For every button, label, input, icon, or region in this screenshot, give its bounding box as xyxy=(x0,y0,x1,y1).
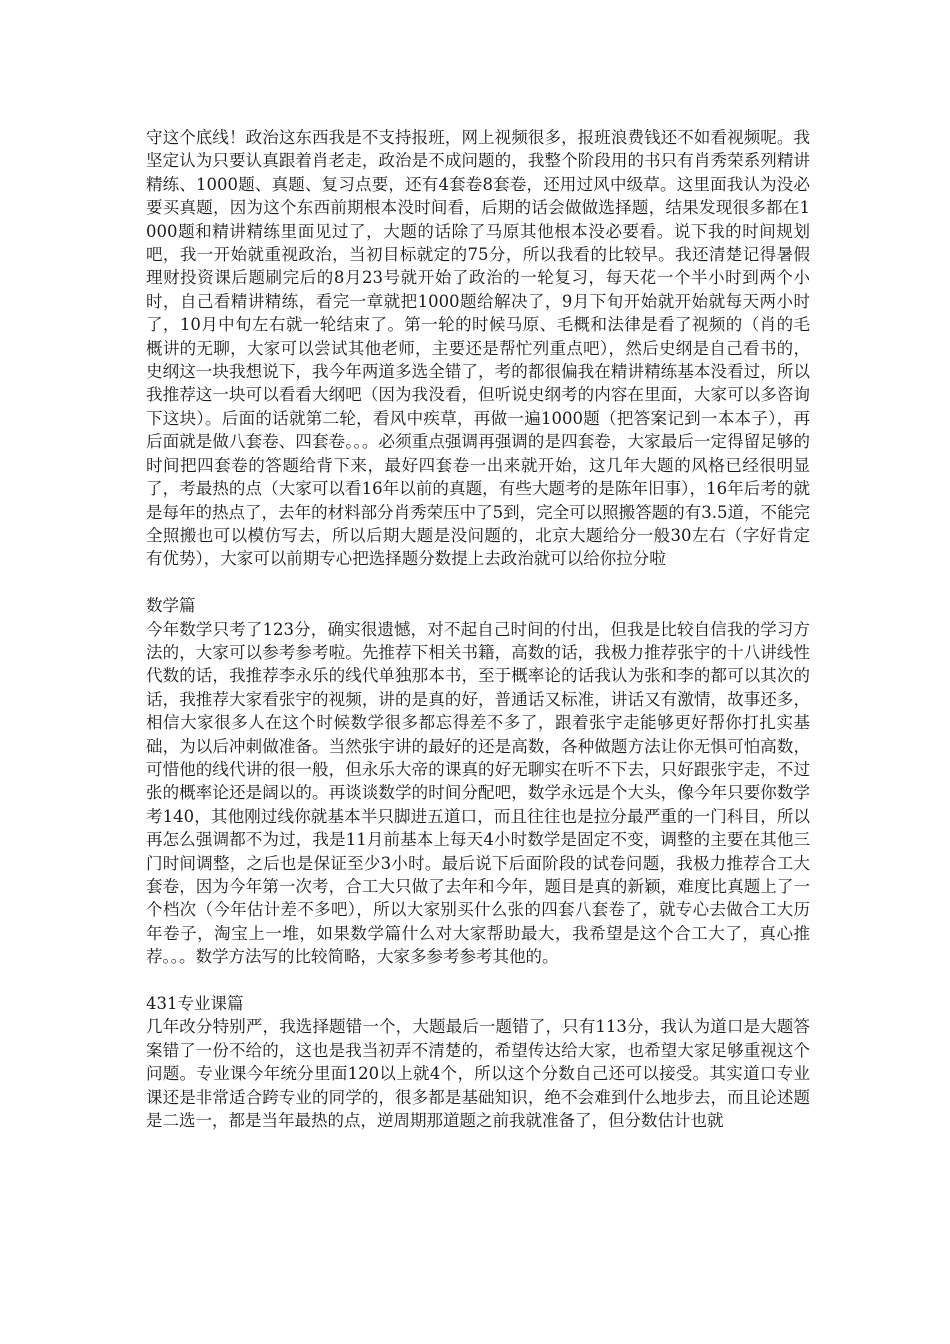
document-body xyxy=(146,126,810,1132)
paragraph-spacer xyxy=(146,969,810,992)
major-section-heading: 431专业课篇 xyxy=(146,994,244,1013)
math-paragraph: 今年数学只考了123分，确实很遗憾，对不起自己时间的付出，但我是比较自信我的学习方法的，大家可以参考参考啦。先推荐下相关书籍，高数的话，我极力推荐张宇的十八讲线性代数的话，我推荐李永乐的线代单独那本书，至于概率论的话我认为张和李的都可以其次的话，我推荐大家看张宇的视频，讲的是真的好，普通话又标准，讲话又有激情，故事还多，相信大家很多人在这个时候数学很多都忘得差不多了，跟着张宇走能够更好帮你打扎实基础，为以后冲刺做准备。当然张宇讲的最好的还是高数，各种做题方法让你无惧可怕高数，可惜他的线代讲的很一般，但永乐大帝的课真的好无聊实在听不下去，只好跟张宇走，不过张的概率论还是阔以的。再谈谈数学的时间分配吧，数学永远是个大头，像今年只要你数学考140，其他刚过线你就基本半只脚进五道口，而且往往也是拉分最严重的一门科目，所以再怎么强调都不为过，我是11月前基本上每天4小时数学是固定不变，调整的主要在其他三门时间调整，之后也是保证至少3小时。最后说下后面阶段的试卷问题，我极力推荐合工大套卷，因为今年第一次考，合工大只做了去年和今年，题目是真的新颖，难度比真题上了一个档次（今年估计差不多吧），所以大家别买什么张的四套八套卷了，就专心去做合工大历年卷子，淘宝上一堆，如果数学篇什么对大家帮助最大，我希望是这个合工大了，真心推荐。。。数学方法写的比较简略，大家多参考参考其他的。 xyxy=(146,619,810,967)
major-paragraph: 几年改分特别严，我选择题错一个，大题最后一题错了，只有113分，我认为道口是大题答案错了一份不给的，这也是我当初弄不清楚的，希望传达给大家，也希望大家足够重视这个问题。专业课今年统分里面120以上就4个，所以这个分数自己还可以接受。其实道口专业课还是非常适合跨专业的同学的，很多都是基础知识，绝不会难到什么地步去，而且论述题是二选一，都是当年最热的点，逆周期那道题之前我就准备了，但分数估计也就 xyxy=(146,1017,810,1131)
math-section-heading: 数学篇 xyxy=(146,596,196,616)
politics-paragraph: 守这个底线！政治这东西我是不支持报班，网上视频很多，报班浪费钱还不如看视频呢。我坚定认为只要认真跟着肖老走，政治是不成问题的，我整个阶段用的书只有肖秀荣系列精讲精练、1000题、真题、复习点要，还有4套卷8套卷，还用过风中级草。这里面我认为没必要买真题，因为这个东西前期根本没时间看，后期的话会做做选择题，结果发现很多都在1000题和精讲精练里面见过了，大题的话除了马原其他根本没必要看。说下我的时间规划吧，我一开始就重视政治，当初目标就定的75分，所以我看的比较早。我还清楚记得暑假理财投资课后题刷完后的8月23号就开始了政治的一轮复习，每天花一个半小时到两个小时，自己看精讲精练，看完一章就把1000题给解决了，9月下旬开始就开始就每天两小时了，10月中旬左右就一轮结束了。第一轮的时候马原、毛概和法律是看了视频的（肖的毛概讲的无聊，大家可以尝试其他老师，主要还是帮忙列重点吧），然后史纲是自己看书的，史纲这一块我想说下，我今年两道多选全错了，考的都很偏我在精讲精练基本没看过，所以我推荐这一块可以看看大纲吧（因为我没看，但听说史纲考的内容在里面，大家可以多咨询下这块）。后面的话就第二轮，看风中疾草，再做一遍1000题（把答案记到一本本子），再后面就是做八套卷、四套卷。。。必须重点强调再强调的是四套卷，大家最后一定得留足够的时间把四套卷的答题给背下来，最好四套卷一出来就开始，这几年大题的风格已经很明显了，考最热的点（大家可以看16年以前的真题，有些大题考的是陈年旧事），16年后考的就是每年的热点了，去年的材料部分肖秀荣压中了5到，完全可以照搬答题的有3.5道，不能完全照搬也可以模仿写去，所以后期大题是没问题的，北京大题给分一般30左右（字好肯定有优势），大家可以前期专心把选择题分数提上去政治就可以给你拉分啦 xyxy=(146,128,810,569)
paragraph-spacer xyxy=(146,571,810,594)
